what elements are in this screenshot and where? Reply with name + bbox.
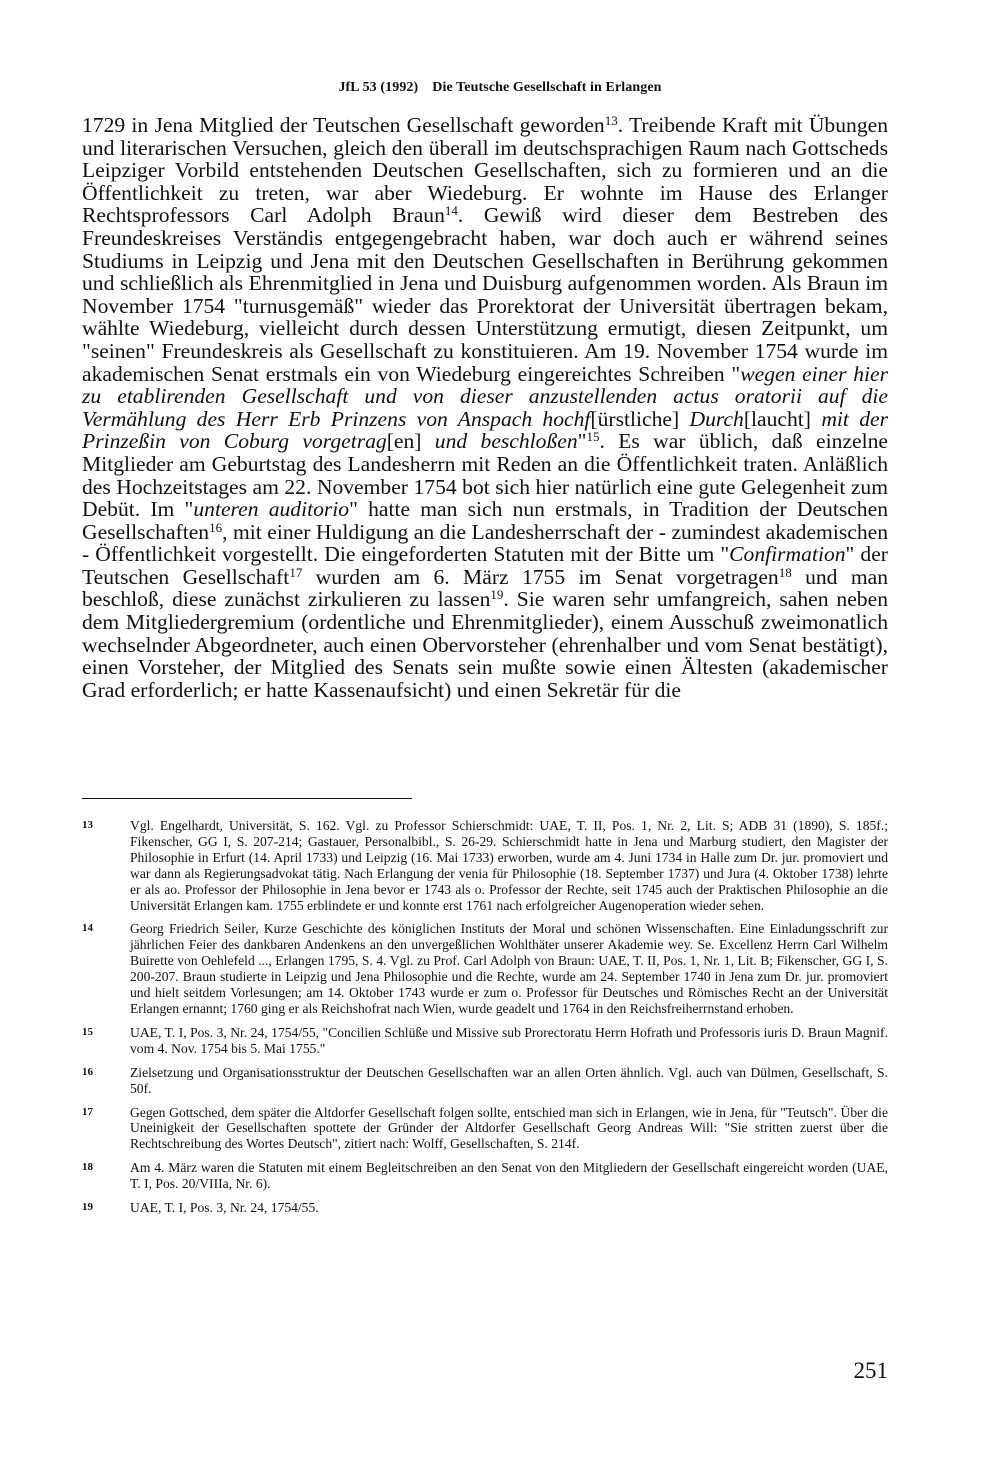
- footnote-15: [82, 1025, 888, 1057]
- footnote-ref-15[interactable]: 15: [586, 429, 600, 445]
- footnote-number: 18: [82, 1161, 93, 1174]
- footnote-ref-18[interactable]: 18: [778, 564, 792, 580]
- journal-citation: JfL 53 (1992): [338, 80, 419, 95]
- footnote-ref-16[interactable]: 16: [209, 519, 223, 535]
- footnote-text: Gegen Gottsched, dem später die Altdorfer Gesellschaft folgen sollte, entschied man sich in Erlangen, wie in Jena, für "Teutsch". Über die Uneinigkeit der Gesellschaften spottete der Gründer der Altdorfer Gesellschaft Georg Andreas Will: "Sie stritten zuerst über die Rechtschreibung des Wortes Deutsch", zitiert nach: Wolff, Gesellschaften, S. 214f.: [130, 1104, 888, 1152]
- footnote-number: 19: [82, 1201, 93, 1214]
- footnote-text: Zielsetzung und Organisationsstruktur der Deutschen Gesellschaften war an allen Orten ähnlich. Vgl. auch van Dülmen, Gesellschaft, S. 50f.: [130, 1064, 888, 1096]
- footnote-14: [82, 921, 888, 1016]
- italic-quote: wegen einer hier zu etablirenden Gesellschaft und von dieser anzustellenden actus oratorii auf die Vermählung des Herr Erb Prinzens von Anspach hochf: [82, 361, 888, 431]
- footnote-number: 13: [82, 819, 93, 831]
- main-text: [82, 114, 888, 701]
- footnote-text: Vgl. Engelhardt, Universität, S. 162. Vgl. zu Professor Schierschmidt: UAE, T. II, Pos. 1, Nr. 2, Lit. S; ADB 31 (1890), S. 185f.; Fikenscher, GG I, S. 207-214; Gastauer, Personalbibl., S. 26-29. Schierschmidt hatte in Jena und Marburg studiert, den Magister der Philosophie in Erfurt (14. April 1733) und Leipzig (16. Mai 1733) erworben, wurde am 4. Juni 1734 in Halle zum Dr. jur. promoviert und war dann als Regierungsadvokat tätig. Nach Erlangung der venia für Philosophie (18. September 1737) und Jura (4. Oktober 1738) lehrte er als ao. Professor der Philosophie in Jena bevor er 1743 als o. Professor der Rechte, seit 1745 auch der Praktischen Philosophie an die Universität Erlangen kam. 1755 erblindete er und konnte erst 1761 nach erfolgreicher Augenoperation wieder sehen.: [130, 818, 888, 913]
- text-run: . Gewiß wird dieser dem Bestreben des Freundeskreises Verständis entgegengebracht haben, war doch auch er während seines Studiums in Leipzig und Jena mit den Deutschen Gesellschaften in Berührung gekommen und schließlich als Ehrenmitglied in Jena und Duisburg aufgenommen worden. Als Braun im November 1754 "turnusgemäß" wieder das Prorektorat der Universität übertragen bekam, wählte Wiedeburg, vielleicht durch dessen Unterstützung ermutigt, diesen Zeitpunkt, um "seinen" Freundeskreis als Gesellschaft zu konstituieren. Am 19. November 1754 wurde im akademischen Senat erstmals ein von Wiedeburg eingereichtes Schreiben ": [82, 203, 888, 386]
- footnote-number: 17: [82, 1105, 93, 1118]
- italic-quote: mit der Prinzeßin von Coburg vorgetrag: [82, 406, 889, 454]
- text-run: . Es war üblich, daß einzelne Mitglieder am Geburtstag des Landesherrn mit Reden an die Öffentlichkeit traten. Anläßlich des Hochzeitstages am 22. November 1754 bot sich hier natürlich eine gute Gelegenheit zum Debüt. Im ": [82, 429, 888, 522]
- running-header: [0, 80, 1000, 96]
- text-run: wurden am 6. März 1755 im Senat vorgetragen: [302, 564, 779, 589]
- text-run: " der Teutschen Gesellschaft: [82, 542, 888, 589]
- italic-quote: Durch: [689, 406, 744, 431]
- footnote-17: [82, 1105, 888, 1153]
- footnote-text: UAE, T. I, Pos. 3, Nr. 24, 1754/55, "Concilien Schlüße und Missive sub Prorectoratu Herrn Hofrath und Professoris iuris D. Braun Magnif. vom 4. Nov. 1754 bis 5. Mai 1755.": [130, 1024, 888, 1056]
- text-run: " hatte man sich nun erstmals, in Tradition der Deutschen Gesellschaften: [82, 497, 888, 544]
- text-run: und man beschloß, diese zunächst zirkulieren zu lassen: [82, 564, 888, 612]
- italic-quote: und beschloßen: [434, 429, 578, 454]
- page-number: 251: [853, 1358, 888, 1383]
- footnote-number: 15: [82, 1025, 93, 1038]
- footnote-16: [82, 1065, 888, 1097]
- italic-quote: unteren auditorio: [193, 497, 350, 522]
- footnote-ref-14[interactable]: 14: [444, 203, 458, 219]
- footnote-text: Georg Friedrich Seiler, Kurze Geschichte des königlichen Instituts der Moral und schönen Wissenschaften. Eine Einladungsschrift zur jährlichen Feier des dankbaren Andenkens an den unvergeßlichen Wohlthäter unserer Akademie wey. Se. Excellenz Herrn Carl Wilhelm Buirette von Oehlefeld ..., Erlangen 1795, S. 4. Vgl. zu Prof. Carl Adolph von Braun: UAE, T. II, Pos. 1, Nr. 1, Lit. B; Fikenscher, GG I, S. 200-207. Braun studierte in Leipzig und Jena Philosophie und die Rechte, wurde am 24. September 1740 in Jena zum Dr. jur. promoviert und hielt seitdem Vorlesungen; am 14. Oktober 1743 wurde er zum o. Professor für Deutsches und Römisches Recht an der Universität Erlangen ernannt; 1760 ging er als Reichshofrat nach Wien, wurde geadelt und 1764 in den Reichsfreiherrnstand erhoben.: [130, 921, 888, 1016]
- text-run: [en]: [386, 429, 435, 454]
- footnote-13: [82, 818, 888, 913]
- footnote-text: Am 4. März waren die Statuten mit einem Begleitschreiben an den Senat von den Mitgliedern der Gesellschaft eingereicht worden (UAE, T. I, Pos. 20/VIIIa, Nr. 6).: [130, 1160, 888, 1192]
- text-run: , mit einer Huldigung an die Landesherrschaft der - zumindest akademischen - Öffentlichkeit vorgestellt. Die eingeforderten Statuten mit der Bitte um ": [82, 519, 888, 567]
- footnote-separator: [82, 798, 412, 799]
- footnote-ref-19[interactable]: 19: [490, 587, 504, 603]
- text-run: [ürstliche]: [590, 406, 690, 431]
- footnote-number: 16: [82, 1065, 93, 1078]
- footnote-18: [82, 1160, 888, 1192]
- text-run: [laucht]: [743, 406, 822, 431]
- text-run: ": [577, 429, 587, 454]
- text-run: . Sie waren sehr umfangreich, sahen neben dem Mitgliedergremium (ordentliche und Ehrenmitglieder), einem Ausschuß zweimonatlich wechselnder Abgeordneter, auch einen Obervorsteher (ehrenhalber und vom Senat bestätigt), einen Vorsteher, der Mitglied des Senats sein mußte sowie einen Ältesten (akademischer Grad erforderlich; er hatte Kassenaufsicht) und einen Sekretär für die: [82, 587, 888, 702]
- italic-quote: Confirmation: [729, 542, 846, 567]
- footnote-ref-13[interactable]: 13: [604, 113, 618, 128]
- footnote-number: 14: [82, 922, 93, 935]
- article-title: Die Teutsche Gesellschaft in Erlangen: [432, 80, 662, 95]
- footnote-ref-17[interactable]: 17: [289, 564, 303, 580]
- text-run: . Treibende Kraft mit Übungen und literarischen Versuchen, gleich den überall im deutschsprachigen Raum nach Gottscheds Leipziger Vorbild entstehenden Deutschen Gesellschaften, sich zu formieren und an die Öffentlichkeit zu treten, war aber Wiedeburg. Er wohnte im Hause des Erlanger Rechtsprofessors Carl Adolph Braun: [82, 113, 889, 228]
- footnote-text: UAE, T. I, Pos. 3, Nr. 24, 1754/55.: [130, 1200, 319, 1216]
- text-run: 1729 in Jena Mitglied der Teutschen Gesellschaft geworden: [82, 113, 605, 137]
- footnotes: [82, 818, 888, 1224]
- footnote-19: [82, 1200, 888, 1216]
